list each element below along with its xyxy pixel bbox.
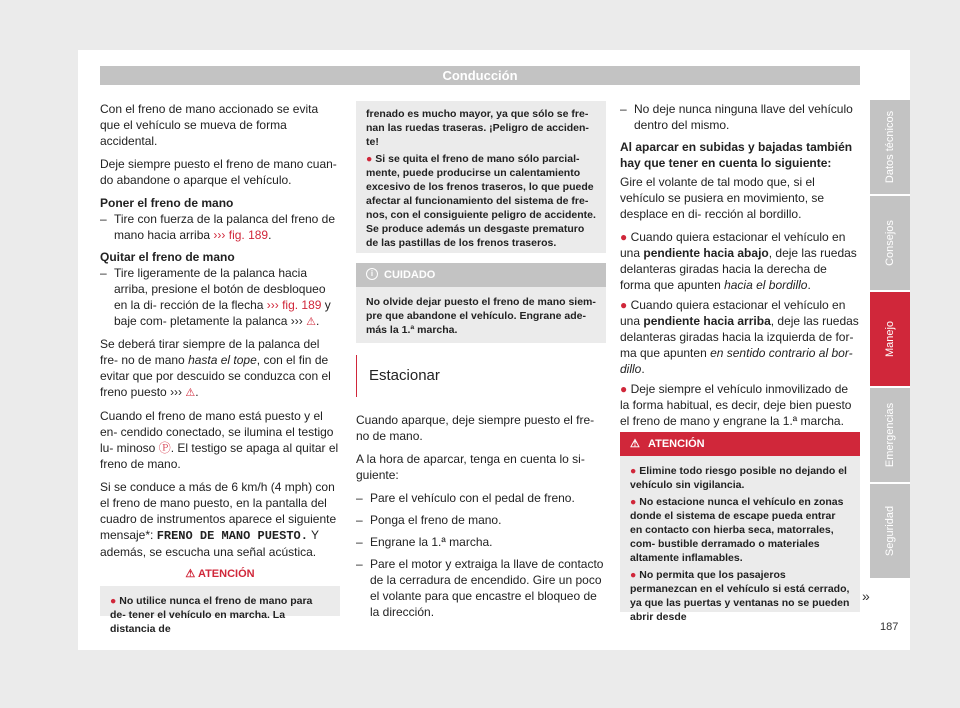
text: Se deberá tirar siempre de la palanca del fre- no de mano xyxy=(100,337,320,367)
tab-manejo[interactable] xyxy=(870,292,910,386)
heading: Al aparcar en subidas y bajadas también hay que tener en cuenta lo siguiente: xyxy=(620,140,853,170)
bullet-icon: ● xyxy=(110,595,120,607)
figure-link[interactable]: ››› fig. 189 xyxy=(266,298,322,312)
column-2 xyxy=(356,412,606,626)
heading: Poner el freno de mano xyxy=(100,196,234,210)
bullet-icon: ● xyxy=(620,230,631,244)
warning-text xyxy=(620,456,860,632)
paragraph: Gire el volante de tal modo que, si el vehículo se pusiera en movimiento, se desplace en di- rección al bordillo. xyxy=(620,175,825,221)
tab-consejos[interactable] xyxy=(870,196,910,290)
emphasis: pendiente hacia arriba xyxy=(643,314,771,328)
text: . El testigo se apaga al quitar el freno de mano. xyxy=(100,441,339,471)
text: , con el fin de evitar que por descuido se conduzca con el freno puesto xyxy=(100,353,331,399)
bullet-item xyxy=(630,568,850,624)
page-header: Conducción xyxy=(100,66,860,85)
list-item: – Tire ligeramente de la palanca hacia arriba, presione el botón de desbloqueo en la di- rección de la flecha ››› fig. 189 y baje com- pletamente la palanca ››› ⚠. xyxy=(100,265,340,330)
bullet-item: ● Cuando quiera estacionar el vehículo en una pendiente hacia abajo, deje las ruedas delanteras giradas hacia la derecha de forma que apunten hacia el bordillo. xyxy=(620,230,857,292)
warning-title xyxy=(100,562,340,586)
bullet-item xyxy=(366,152,596,250)
list-item: – Pare el vehículo con el pedal de freno. xyxy=(356,490,606,506)
caution-text: No olvide dejar puesto el freno de mano siem- pre que abandone el vehículo. Engrane ade- más la 1.ª marcha. xyxy=(366,296,596,336)
text: Si se conduce a más de 6 km/h (4 mph) con el freno de mano puesto, en la pantalla del cuadro de instrumentos aparece el siguiente mensaje*: xyxy=(100,480,337,542)
bullet-icon: ● xyxy=(630,569,640,581)
bullet-item xyxy=(620,381,860,429)
warning-box xyxy=(100,562,340,635)
tab-label: Consejos xyxy=(884,220,896,266)
text: No estacione nunca el vehículo en zonas donde el sistema de escape pueda entrar en contacto con hierba seca, matorrales, com- bustible derramado o materiales altamente inflamables. xyxy=(630,496,844,564)
chapter-tabs xyxy=(870,100,910,580)
text: Si se quita el freno de mano sólo parcial- mente, puede producirse un calentamiento excesivo de los frenos traseros, lo que puede afectar al funcionamiento del sistema de fre- nos, con el consiguiente peligro de accidente. Se produce además un desgaste prematuro de las pastillas de los frenos traseros. xyxy=(366,153,596,249)
warning-text xyxy=(100,586,340,644)
warning-title-text: ATENCIÓN xyxy=(197,568,255,580)
tab-label: Emergencias xyxy=(884,402,896,468)
list-item: – Tire con fuerza de la palanca del freno de mano hacia arriba ››› fig. 189. xyxy=(100,211,340,243)
text: Cuando quiera estacionar el vehículo en una xyxy=(620,298,846,328)
emphasis: hasta el tope xyxy=(188,353,257,367)
bullet-icon: ● xyxy=(366,153,376,165)
text: , deje las ruedas delanteras giradas hacia la izquierda de for- ma que apunten xyxy=(620,314,859,360)
message-text: FRENO DE MANO PUESTO. xyxy=(156,529,308,543)
column-1 xyxy=(100,101,340,567)
column-3 xyxy=(620,101,860,433)
text: frenado es mucho mayor, ya que sólo se fre- nan las ruedas traseras. ¡Peligro de acciden- te! xyxy=(366,108,589,148)
paragraph xyxy=(100,408,340,472)
arrow-ref: ››› xyxy=(170,385,183,399)
bullet-item: ● Cuando quiera estacionar el vehículo en una pendiente hacia arriba, deje las ruedas delanteras giradas hacia la izquierda de for- ma que apunten en sentido contrario al bor- dillo. xyxy=(620,298,859,376)
warning-body: No utilice nunca el freno de mano para de- tener el vehículo en marcha. La distancia de xyxy=(110,595,313,635)
figure-link[interactable]: ››› fig. 189 xyxy=(213,228,269,242)
paragraph: Cuando aparque, deje siempre puesto el fre- no de mano. xyxy=(356,413,595,443)
warning-icon: ⚠ xyxy=(185,387,196,399)
paragraph xyxy=(100,479,340,560)
warning-icon: ⚠ xyxy=(185,568,198,580)
page-number: 187 xyxy=(880,621,899,633)
text: Tire con fuerza de la palanca del freno de mano hacia arriba xyxy=(114,212,336,242)
emphasis: hacia el bordillo xyxy=(724,278,808,292)
text: Cuando el freno de mano está puesto y el en- cendido conectado, se ilumina el testigo lu- minoso xyxy=(100,409,334,455)
parking-brake-icon: Ⓟ xyxy=(158,441,171,455)
paragraph: Se deberá tirar siempre de la palanca del fre- no de mano hasta el tope, con el fin de evitar que por descuido se conduzca con el freno puesto ››› ⚠. xyxy=(100,337,331,399)
warning-text xyxy=(356,101,606,258)
bullet-item xyxy=(630,495,850,565)
text: Tire ligeramente de la palanca hacia arriba, presione el botón de desbloqueo en la di- rección de la flecha xyxy=(114,266,326,312)
list-item: – Ponga el freno de mano. xyxy=(356,512,606,528)
bullet-icon: ● xyxy=(630,496,640,508)
warning-box-continued xyxy=(356,101,606,253)
paragraph: Con el freno de mano accionado se evita que el vehículo se mueva de forma accidental. xyxy=(100,102,319,148)
text: y baje com- pletamente la palanca xyxy=(114,298,331,328)
continue-arrow-icon: » xyxy=(862,588,870,604)
bullet-icon: ● xyxy=(620,382,631,396)
tab-label: Manejo xyxy=(884,320,896,358)
warning-box xyxy=(620,432,860,623)
tab-seguridad[interactable] xyxy=(870,484,910,578)
caution-title-text: CUIDADO xyxy=(384,269,436,281)
text: Elimine todo riesgo posible no dejando el vehículo sin vigilancia. xyxy=(630,465,847,491)
caution-box xyxy=(356,263,606,343)
tab-datos-tecnicos[interactable] xyxy=(870,100,910,194)
paragraph: Deje siempre puesto el freno de mano cuan- do abandone o aparque el vehículo. xyxy=(100,157,337,187)
info-icon: i xyxy=(366,268,378,280)
bullet-icon: ● xyxy=(630,465,640,477)
warning-icon: ⚠ xyxy=(630,438,640,450)
warning-title-text: ATENCIÓN xyxy=(648,438,705,450)
text: , deje las ruedas delanteras giradas hacia la derecha de forma que apunten xyxy=(620,246,857,292)
tab-emergencias[interactable] xyxy=(870,388,910,482)
list-item: – No deje nunca ninguna llave del vehículo dentro del mismo. xyxy=(620,101,860,133)
tab-label: Seguridad xyxy=(884,505,896,557)
bullet-icon: ● xyxy=(620,298,631,312)
list-item: – Engrane la 1.ª marcha. xyxy=(356,534,606,550)
text: Deje siempre el vehículo inmovilizado de la forma habitual, es decir, deje bien puesto el freno de mano y engrane la 1.ª marcha. xyxy=(620,382,852,428)
caution-title xyxy=(356,263,606,287)
bullet-item xyxy=(630,464,850,492)
paragraph: A la hora de aparcar, tenga en cuenta lo si- guiente: xyxy=(356,452,585,482)
emphasis: en sentido contrario al bor- dillo xyxy=(620,346,853,376)
warning-title xyxy=(620,432,860,456)
section-title: Estacionar xyxy=(356,355,599,397)
list-item: – Pare el motor y extraiga la llave de contacto de la cerradura de encendido. Gire un poco el volante para que encastre el bloqueo de la dirección. xyxy=(356,556,606,620)
arrow-ref: ››› xyxy=(290,314,303,328)
tab-label: Datos técnicos xyxy=(884,110,896,184)
emphasis: pendiente hacia abajo xyxy=(643,246,769,260)
warning-icon: ⚠ xyxy=(306,316,316,328)
text: Y además, se escucha una señal acústica. xyxy=(100,528,319,559)
text: Cuando quiera estacionar el vehículo en una xyxy=(620,230,846,260)
text: No permita que los pasajeros permanezcan en el vehículo si está cerrado, ya que las puertas y ventanas no se pueden abrir desde xyxy=(630,569,850,623)
heading: Quitar el freno de mano xyxy=(100,250,235,264)
